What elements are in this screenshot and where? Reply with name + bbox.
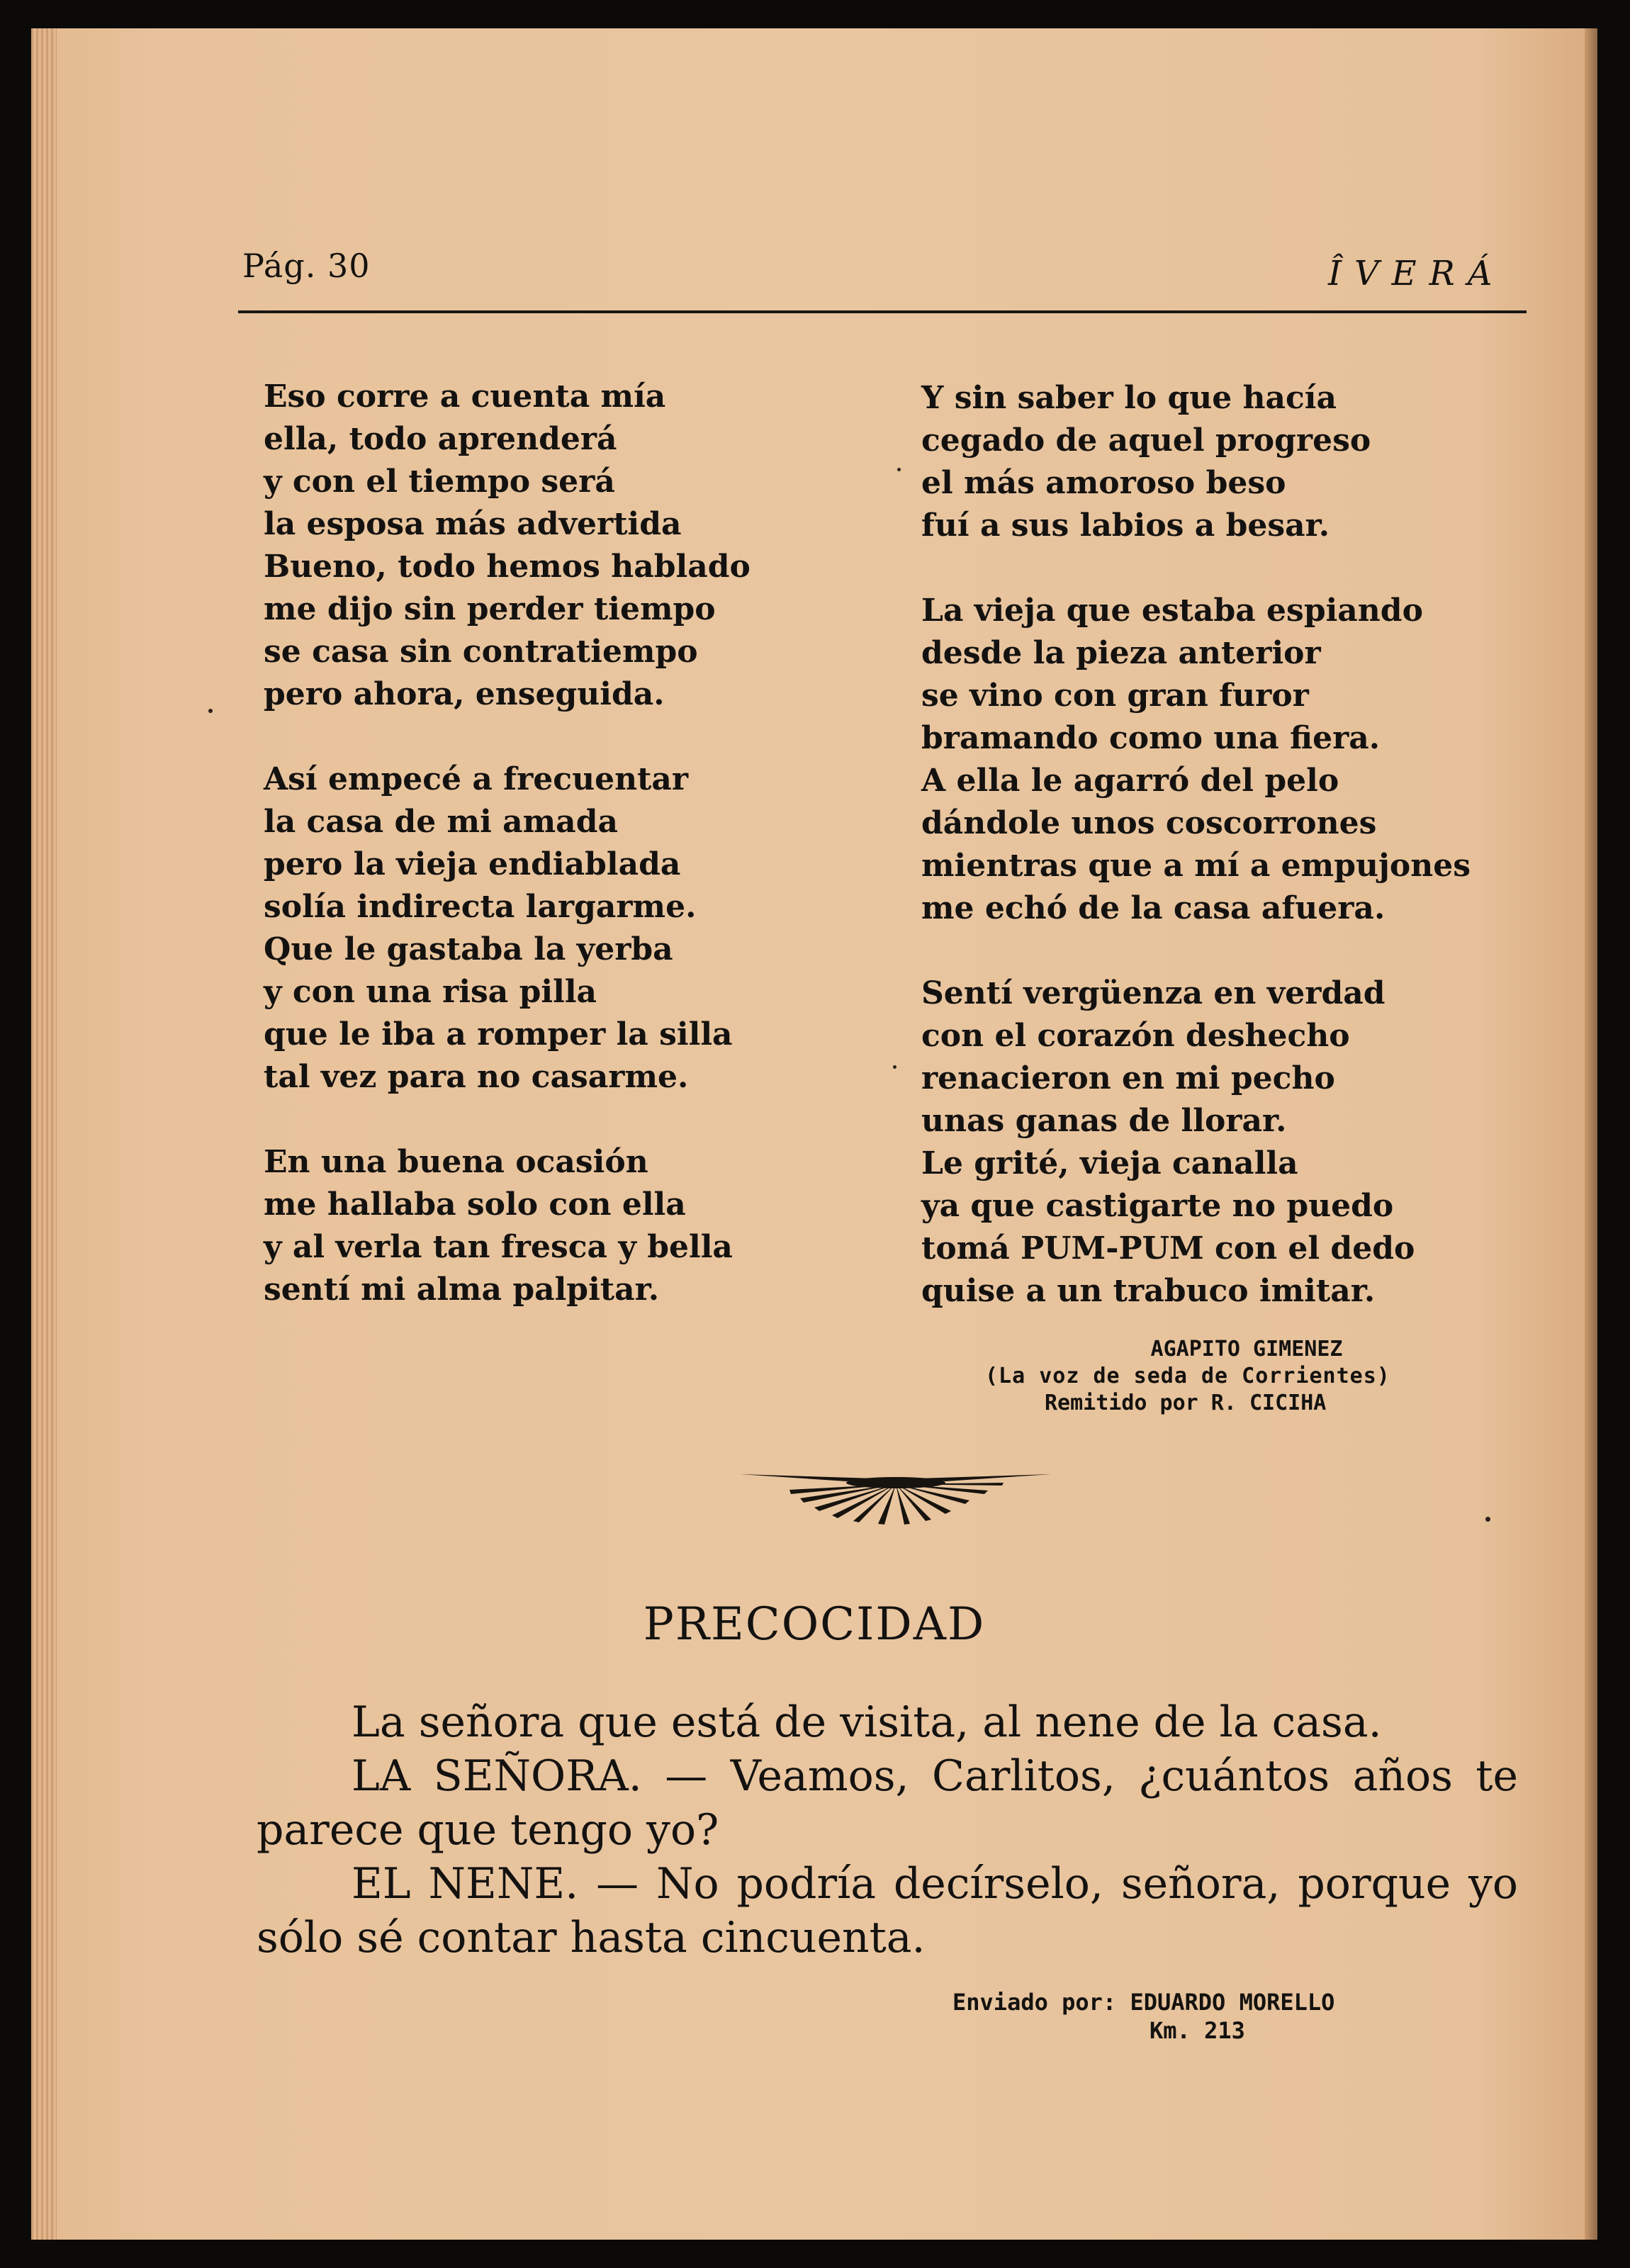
poem-line: Bueno, todo hemos hablado [264,549,751,585]
poem-line: tal vez para no casarme. [264,1059,689,1095]
story-paragraph: EL NENE. — No podría decírselo, señora, porque yo sólo sé contar hasta cincuenta. [257,1859,1518,1963]
paper-speck [897,468,901,471]
poem-line: mientras que a mí a empujones [921,848,1471,884]
magazine-page [31,28,1597,2240]
poem-line: pero la vieja endiablada [264,846,681,882]
sent-by-place: Km. 213 [1150,2017,1245,2044]
poem-line: tomá PUM-PUM con el dedo [921,1230,1415,1267]
poem-line: fuí a sus labios a besar. [921,507,1330,544]
poem-line: cegado de aquel progreso [921,422,1371,459]
poem-line: me hallaba solo con ella [264,1186,686,1223]
poem-remitted-by: Remitido por R. CICIHA [1045,1391,1327,1415]
poem-line: la esposa más advertida [264,506,682,542]
story-text [257,1695,1518,1965]
publication-title: ÎVERÁ [1328,254,1505,293]
poem-line: renacieron en mi pecho [921,1060,1335,1096]
poem-stanza [921,972,1471,1313]
poem-line: y con una risa pilla [264,974,597,1010]
poem-line: solía indirecta largarme. [264,889,697,925]
poem-line: Sentí vergüenza en verdad [921,975,1386,1011]
story-paragraph: La señora que está de visita, al nene de la casa. [352,1697,1382,1747]
poem-stanza [264,758,751,1099]
poem-right-column [921,377,1471,1355]
poem-line: Y sin saber lo que hacía [921,380,1337,416]
poem-stanza [264,376,751,716]
poem-author: AGAPITO GIMENEZ [1150,1337,1343,1362]
poem-line: se casa sin contratiempo [264,634,698,670]
poem-stanza [264,1141,751,1311]
poem-line: A ella le agarró del pelo [921,763,1339,799]
poem-line: bramando como una fiera. [921,720,1381,756]
poem-line: unas ganas de llorar. [921,1103,1287,1139]
poem-line: En una buena ocasión [264,1144,648,1180]
poem-line: Eso corre a cuenta mía [264,378,666,415]
paper-speck [208,709,213,713]
sent-by-name: EDUARDO MORELLO [1130,1989,1335,2016]
poem-author-note: (La voz de seda de Corrientes) [985,1364,1390,1388]
poem-left-column [264,376,751,1354]
page-number: Pág. 30 [242,247,371,285]
poem-line: con el corazón deshecho [921,1018,1350,1054]
poem-line: ella, todo aprenderá [264,421,617,457]
story-paragraph: LA SEÑORA. — Veamos, Carlitos, ¿cuántos años te parece que tengo yo? [257,1751,1518,1855]
poem-line: me echó de la casa afuera. [921,890,1386,926]
poem-line: Que le gastaba la yerba [264,931,673,967]
poem-stanza [921,590,1471,930]
poem-line: sentí mi alma palpitar. [264,1271,660,1308]
page-right-edge [1585,28,1597,2240]
story-sender [952,1988,1334,2045]
poem-line: y con el tiempo será [264,464,615,500]
poem-credit [952,1336,1519,1417]
poem-line: Le grité, vieja canalla [921,1145,1298,1181]
fan-ornament-icon [740,1469,1052,1525]
header-rule [238,310,1527,313]
sent-by-label: Enviado por: [952,1989,1117,2016]
poem-line: que le iba a romper la silla [264,1016,733,1052]
poem-line: pero ahora, enseguida. [264,676,665,712]
poem-line: se vino con gran furor [921,678,1309,714]
poem-line: dándole unos coscorrones [921,805,1377,841]
poem-stanza [921,377,1471,547]
poem-line: me dijo sin perder tiempo [264,591,716,627]
poem-line: y al verla tan fresca y bella [264,1229,733,1265]
page-edges [31,28,57,2240]
story-title: PRECOCIDAD [643,1598,986,1651]
poem-line: desde la pieza anterior [921,635,1321,671]
poem-line: el más amoroso beso [921,465,1286,501]
paper-speck [1485,1517,1490,1522]
poem-line: Así empecé a frecuentar [264,761,689,797]
poem-line: La vieja que estaba espiando [921,593,1423,629]
paper-speck [893,1065,896,1069]
poem-line: ya que castigarte no puedo [921,1188,1394,1224]
poem-line: quise a un trabuco imitar. [921,1273,1376,1309]
poem-line: la casa de mi amada [264,804,618,840]
